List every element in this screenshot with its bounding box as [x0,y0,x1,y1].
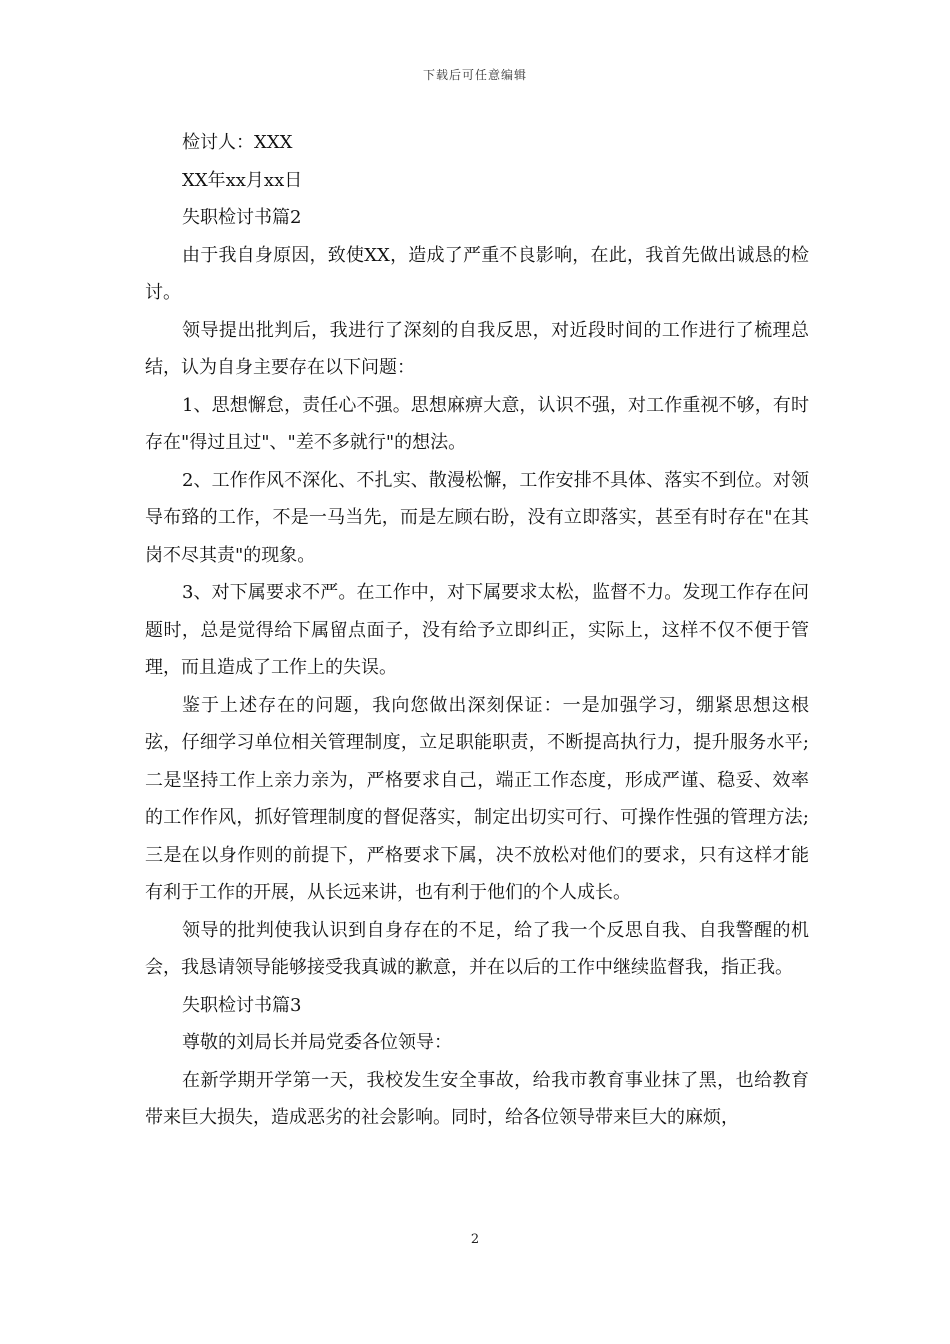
paragraph: 3、对下属要求不严。在工作中，对下属要求太松，监督不力。发现工作存在问题时，总是觉得给下属留点面子，没有给予立即纠正，实际上，这样不仅不便于管理，而且造成了工作上的失误。 [145,582,809,678]
paragraph: 鉴于上述存在的问题，我向您做出深刻保证：一是加强学习，绷紧思想这根弦，仔细学习单位相关管理制度，立足职能职责，不断提高执行力，提升服务水平;二是坚持工作上亲力亲为，严格要求自己，端正工作态度，形成严谨、稳妥、效率的工作作风，抓好管理制度的督促落实，制定出切实可行、可操作性强的管理方法;三是在以身作则的前提下，严格要求下属，决不放松对他们的要求，只有这样才能有利于工作的开展，从长远来讲，也有利于他们的个人成长。 [145,694,809,903]
paragraph: 1、思想懈怠，责任心不强。思想麻痹大意，认识不强，对工作重视不够，有时存在"得过且过"、"差不多就行"的想法。 [145,394,809,453]
section-title: 失职检讨书篇3 [182,994,302,1016]
salutation: 尊敬的刘局长并局党委各位领导： [182,1032,452,1053]
section-title: 失职检讨书篇2 [182,207,302,228]
paragraph: 在新学期开学第一天，我校发生安全事故，给我市教育事业抹了黑，也给教育带来巨大损失，造成恶劣的社会影响。同时，给各位领导带来巨大的麻烦， [145,1069,809,1128]
paragraph: 领导的批判使我认识到自身存在的不足，给了我一个反思自我、自我警醒的机会，我恳请领导能够接受我真诚的歉意，并在以后的工作中继续监督我，指正我。 [145,919,809,978]
paragraph: 2、工作作风不深化、不扎实、散漫松懈，工作安排不具体、落实不到位。对领导布臵的工作，不是一马当先，而是左顾右盼，没有立即落实，甚至有时存在"在其岗不尽其责"的现象。 [145,469,809,566]
paragraph: 由于我自身原因，致使XX，造成了严重不良影响，在此，我首先做出诚恳的检讨。 [145,244,809,303]
date-line: XX年xx月xx日 [182,169,303,191]
page-header: 下载后可任意编辑 [422,68,527,82]
page-number: 2 [470,1232,480,1247]
signature-line: 检讨人：XXX [182,132,293,153]
document-body [145,124,809,1137]
paragraph: 领导提出批判后，我进行了深刻的自我反思，对近段时间的工作进行了梳理总结，认为自身主要存在以下问题： [145,319,809,378]
